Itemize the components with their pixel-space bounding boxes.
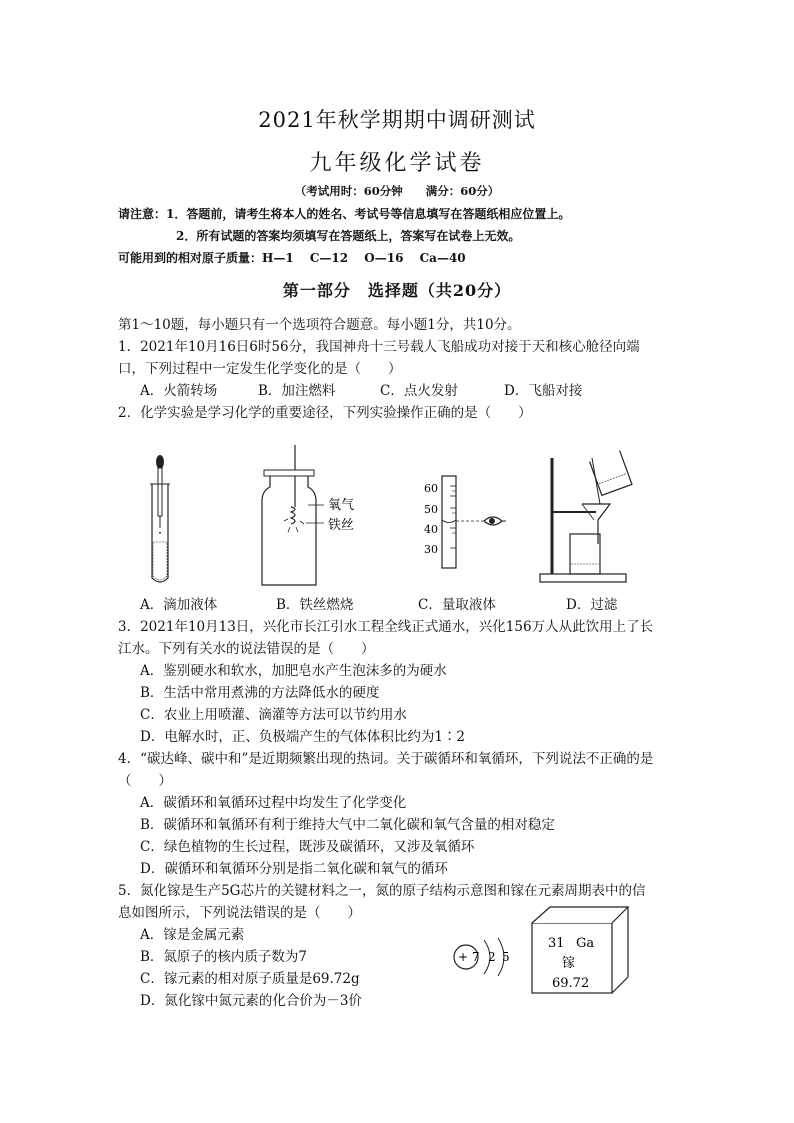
- q4-option-d: D．碳循环和氧循环分别是指二氧化碳和氧气的循环: [140, 861, 448, 877]
- section-instruction: 第1～10题，每小题只有一个选项符合题意。每小题1分，共10分。: [118, 317, 521, 333]
- label-iron-wire: 铁丝: [328, 518, 355, 533]
- q2-stem: 2．化学实验是学习化学的重要途径，下列实验操作正确的是（ ）: [118, 405, 532, 421]
- nucleus-charge: + 7: [458, 950, 480, 964]
- atomic-mass: 69.72: [552, 976, 590, 991]
- q5-stem-line2: 息如图所示，下列说法错误的是（ ）: [118, 905, 361, 921]
- fig-a-dropper: [140, 450, 180, 590]
- q2-option-c: C．量取液体: [418, 597, 496, 613]
- q1-option-c: C．点火发射: [380, 383, 458, 399]
- section-title: 第一部分 选择题（共20分）: [282, 281, 512, 300]
- note-1: 请注意：1．答题前，请考生将本人的姓名、考试号等信息填写在答题纸相应位置上。: [118, 207, 571, 221]
- q1-option-b: B．加注燃料: [258, 383, 336, 399]
- eye-icon: [484, 517, 506, 525]
- q1-option-a: A．火箭转场: [140, 383, 218, 399]
- q1-stem-line1: 1．2021年10月16日6时56分，我国神舟十三号载人飞船成功对接于天和核心舱径向端: [118, 339, 640, 355]
- fig-c-cylinder: [420, 472, 530, 572]
- shell-2-electrons: 5: [502, 950, 510, 964]
- q2-option-d: D．过滤: [566, 597, 618, 613]
- q4-option-a: A．碳循环和氧循环过程中均发生了化学变化: [140, 795, 407, 811]
- scale-40: 40: [424, 523, 438, 536]
- fig-b-iron-bottle: [260, 445, 370, 585]
- q4-option-c: C．绿色植物的生长过程，既涉及碳循环，又涉及氧循环: [140, 839, 475, 855]
- q3-option-b: B．生活中常用煮沸的方法降低水的硬度: [140, 685, 380, 701]
- q2-option-b: B．铁丝燃烧: [276, 597, 354, 613]
- q5-option-a: A．镓是金属元素: [140, 927, 245, 943]
- element-symbol: Ga: [576, 936, 595, 951]
- label-oxygen: 氧气: [328, 498, 355, 513]
- scale-30: 30: [424, 543, 438, 556]
- q3-option-d: D．电解水时，正、负极端产生的气体体积比约为1∶2: [140, 729, 466, 745]
- q2-option-a: A．滴加液体: [140, 597, 218, 613]
- q5-stem-line1: 5．氮化镓是生产5G芯片的关键材料之一，氮的原子结构示意图和镓在元素周期表中的信: [118, 883, 646, 899]
- exam-title: 2021年秋学期期中调研测试: [258, 108, 536, 132]
- q5-option-b: B．氮原子的核内质子数为7: [140, 949, 308, 965]
- q5-option-c: C．镓元素的相对原子质量是69.72g: [140, 971, 360, 987]
- fig-d-filtration: [536, 440, 646, 585]
- element-name: 镓: [562, 956, 576, 971]
- q4-option-b: B．碳循环和氧循环有利于维持大气中二氧化碳和氧气含量的相对稳定: [140, 817, 555, 833]
- q3-option-c: C．农业上用喷灌、滴灌等方法可以节约用水: [140, 707, 407, 723]
- atomic-masses: 可能用到的相对原子质量：H—1 C—12 O—16 Ca—40: [118, 251, 466, 265]
- exam-info: （考试用时：60分钟 满分：60分）: [294, 184, 500, 198]
- q3-option-a: A．鉴别硬水和软水，加肥皂水产生泡沫多的为硬水: [140, 663, 447, 679]
- exam-subtitle: 九年级化学试卷: [309, 151, 485, 176]
- gallium-element-box: [530, 905, 640, 997]
- q3-stem-line1: 3．2021年10月13日，兴化市长江引水工程全线正式通水，兴化156万人从此饮用上了长: [118, 619, 654, 635]
- q5-option-d: D．氮化镓中氮元素的化合价为－3价: [140, 993, 362, 1009]
- scale-50: 50: [424, 503, 438, 516]
- q1-options: [140, 379, 582, 399]
- note-2: 2．所有试题的答案均须填写在答题纸上，答案写在试卷上无效。: [176, 229, 521, 243]
- q1-stem-line2: 口，下列过程中一定发生化学变化的是（ ）: [118, 361, 402, 377]
- q1-option-d: D．飞船对接: [504, 383, 583, 399]
- shell-1-electrons: 2: [488, 950, 496, 964]
- q4-stem-line1: 4．“碳达峰、碳中和”是近期频繁出现的热词。关于碳循环和氧循环，下列说法不正确的是: [118, 751, 654, 767]
- scale-60: 60: [424, 482, 438, 495]
- q4-stem-line2: （ ）: [118, 773, 172, 789]
- nitrogen-atom-diagram: [452, 932, 522, 982]
- q3-stem-line2: 江水。下列有关水的说法错误的是（ ）: [118, 641, 375, 657]
- atomic-number: 31: [548, 936, 565, 951]
